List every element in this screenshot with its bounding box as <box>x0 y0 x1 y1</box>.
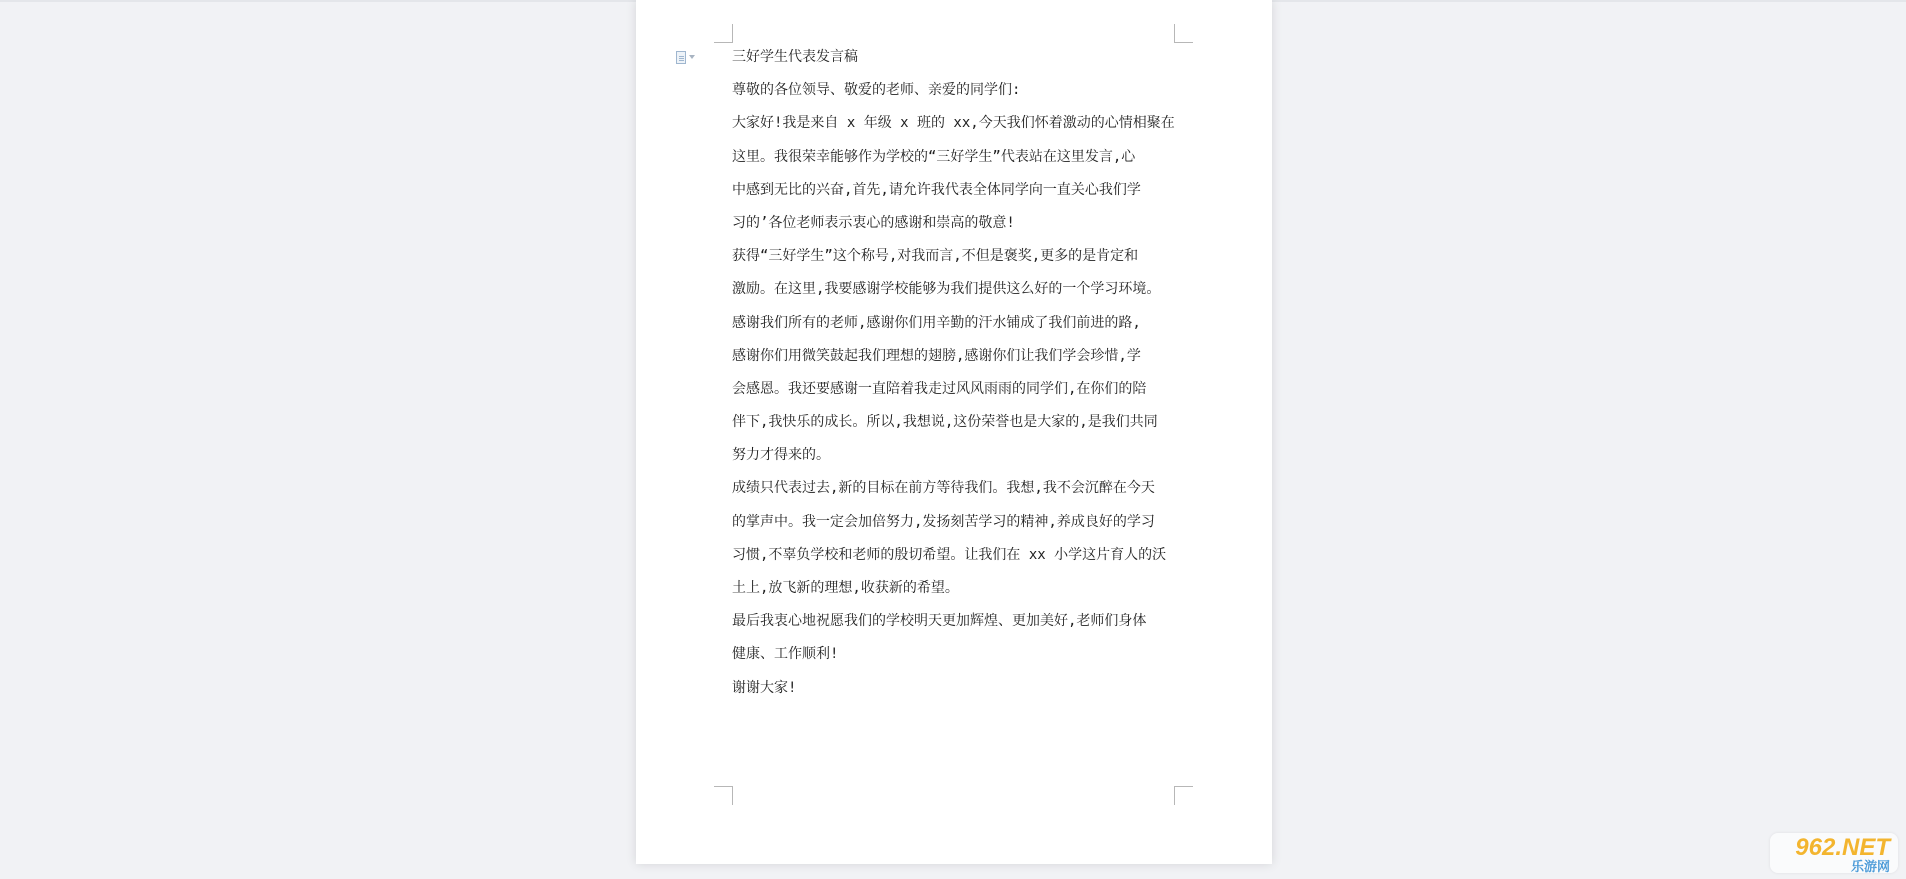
margin-corner-top-right <box>1174 24 1193 43</box>
paragraph-line: 习惯,不辜负学校和老师的殷切希望。让我们在 xx 小学这片育人的沃 <box>732 546 1167 563</box>
margin-corner-bottom-left <box>714 786 733 805</box>
paragraph-line: 感谢你们用微笑鼓起我们理想的翅膀,感谢你们让我们学会珍惜,学 <box>732 347 1141 364</box>
document-icon <box>676 51 686 64</box>
paragraph-line: 激励。在这里,我要感谢学校能够为我们提供这么好的一个学习环境。 <box>732 281 1161 298</box>
document-body[interactable] <box>732 45 1180 709</box>
paragraph-line: 中感到无比的兴奋,首先,请允许我代表全体同学向一直关心我们学 <box>732 181 1141 198</box>
watermark-brand: 962.NET <box>1795 834 1890 861</box>
paragraph-line: 伴下,我快乐的成长。所以,我想说,这份荣誉也是大家的,是我们共同 <box>732 414 1158 431</box>
document-menu-button[interactable] <box>676 49 700 65</box>
paragraph-line: 土上,放飞新的理想,收获新的希望。 <box>732 580 959 596</box>
paragraph-line: 感谢我们所有的老师,感谢你们用辛勤的汗水铺成了我们前进的路, <box>732 314 1141 331</box>
margin-corner-top-left <box>714 24 733 43</box>
paragraph-line: 习的’各位老师表示衷心的感谢和崇高的敬意! <box>732 214 1015 231</box>
paragraph-line: 成绩只代表过去,新的目标在前方等待我们。我想,我不会沉醉在今天 <box>732 480 1155 497</box>
document-page[interactable] <box>636 0 1272 864</box>
chevron-down-icon <box>689 55 695 59</box>
paragraph-line: 努力才得来的。 <box>732 447 830 464</box>
watermark-subtitle: 乐游网 <box>1850 859 1890 874</box>
paragraph-line: 大家好!我是来自 x 年级 x 班的 xx,今天我们怀着激动的心情相聚在 <box>732 115 1175 132</box>
margin-corner-bottom-right <box>1174 786 1193 805</box>
paragraph-line: 的掌声中。我一定会加倍努力,发扬刻苦学习的精神,养成良好的学习 <box>732 513 1155 530</box>
paragraph-line: 健康、工作顺利! <box>732 646 839 663</box>
site-watermark <box>1770 833 1898 873</box>
document-title: 三好学生代表发言稿 <box>732 49 858 65</box>
paragraph-line: 这里。我很荣幸能够作为学校的“三好学生”代表站在这里发言,心 <box>732 148 1136 165</box>
closing-line: 谢谢大家! <box>732 679 797 696</box>
paragraph-line: 会感恩。我还要感谢一直陪着我走过风风雨雨的同学们,在你们的陪 <box>732 380 1147 397</box>
salutation-line: 尊敬的各位领导、敬爱的老师、亲爱的同学们: <box>732 82 1021 99</box>
paragraph-line: 最后我衷心地祝愿我们的学校明天更加辉煌、更加美好,老师们身体 <box>732 613 1147 630</box>
paragraph-line: 获得“三好学生”这个称号,对我而言,不但是褒奖,更多的是肯定和 <box>732 248 1139 265</box>
